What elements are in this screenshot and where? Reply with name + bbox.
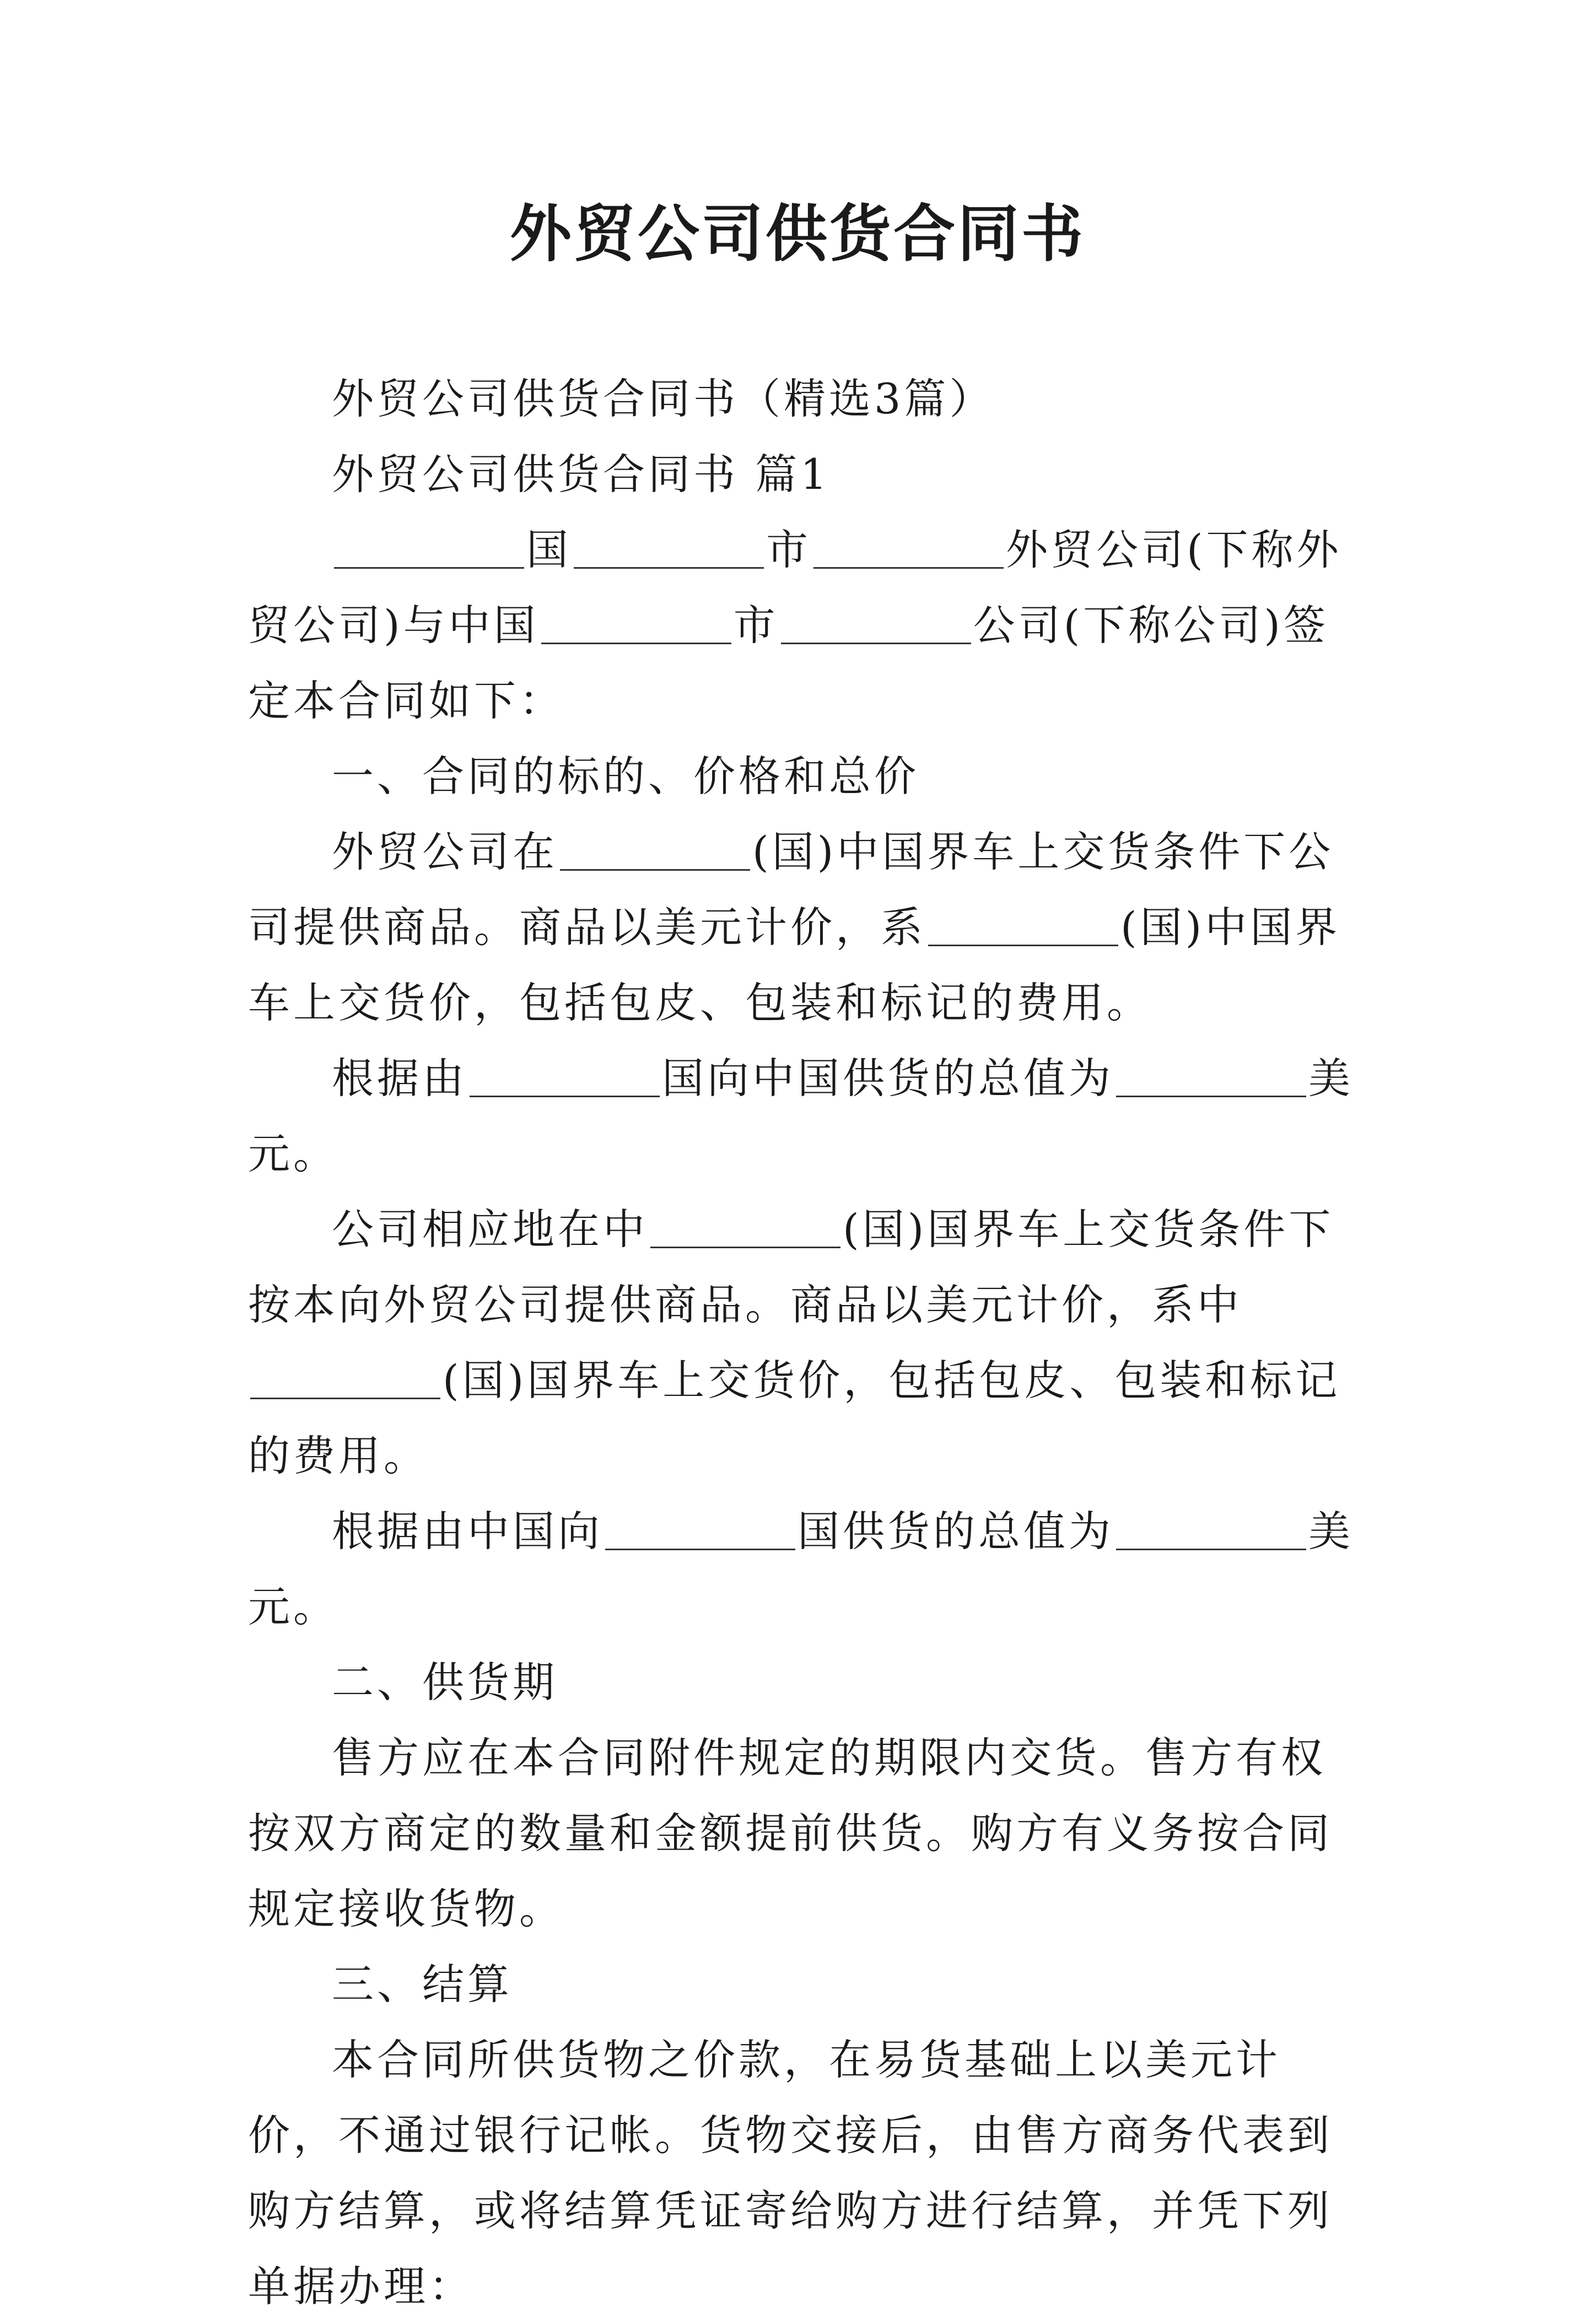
parties-paragraph — [248, 512, 1356, 738]
section-paragraph — [248, 1493, 1356, 1644]
part-heading: 外贸公司供货合同书 篇1 — [332, 450, 831, 499]
section-paragraph: 售方应在本合同附件规定的期限内交货。售方有权按双方商定的数量和金额提前供货。购方有义务按合同规定接收货物。 — [248, 1733, 1333, 1933]
document-body — [248, 361, 1356, 2324]
blank-line — [813, 529, 1004, 569]
parties-text: 市 — [766, 525, 811, 574]
parties-text: 市 — [733, 601, 779, 650]
paragraph-text: 国供货的总值为 — [798, 1507, 1114, 1556]
paragraph-text: 美元。 — [248, 1054, 1354, 1178]
subtitle-paragraph: 外贸公司供货合同书（精选3篇） — [332, 374, 995, 423]
blank-line — [781, 604, 971, 644]
blank-line — [541, 604, 731, 644]
blank-line — [560, 831, 750, 871]
paragraph-text: 美元。 — [248, 1507, 1354, 1631]
section-heading: 二、供货期 — [332, 1658, 558, 1707]
blank-line — [1116, 1057, 1306, 1097]
paragraph-text: (国)中国界车上交货价，包括包皮、包装和标记的费用。 — [248, 903, 1341, 1027]
blank-line — [650, 1208, 840, 1248]
paragraph-text: 公司相应地在中 — [332, 1205, 648, 1254]
blank-line — [574, 529, 764, 569]
blank-line — [928, 906, 1118, 946]
paragraph-text: (国)中国界车上交货条件下公司提供商品。商品以美元计价，系 — [248, 827, 1334, 952]
paragraph-text: 根据由 — [332, 1054, 467, 1103]
blank-line — [334, 529, 524, 569]
paragraph-text: 国向中国供货的总值为 — [662, 1054, 1114, 1103]
parties-text: 外贸公司(下称外贸公司)与中国 — [248, 525, 1342, 650]
parties-text: 公司(下称公司)签定本合同如下： — [248, 601, 1329, 725]
parties-text: 国 — [526, 525, 572, 574]
paragraph-text: 根据由中国向 — [332, 1507, 603, 1556]
document-title: 外贸公司供货合同书 — [510, 198, 1085, 270]
section-paragraph — [248, 1040, 1356, 1191]
section-paragraph — [248, 1191, 1356, 1493]
blank-line — [1116, 1510, 1306, 1550]
blank-line — [605, 1510, 795, 1550]
paragraph-text: 外贸公司在 — [332, 827, 558, 876]
section-paragraph: 本合同所供货物之价款，在易货基础上以美元计价，不通过银行记帐。货物交接后，由售方商务代表到购方结算，或将结算凭证寄给购方进行结算，并凭下列单据办理： — [248, 2035, 1333, 2311]
blank-line — [470, 1057, 660, 1097]
paragraph-text: (国)国界车上交货条件下按本向外贸公司提供商品。商品以美元计价，系中 — [248, 1205, 1334, 1329]
section-heading: 三、结算 — [332, 1960, 513, 2009]
section-paragraph — [248, 814, 1356, 1040]
blank-line — [250, 1359, 440, 1399]
section-heading: 一、合同的标的、价格和总价 — [332, 752, 919, 801]
paragraph-text: (国)国界车上交货价，包括包皮、包装和标记的费用。 — [248, 1356, 1341, 1480]
